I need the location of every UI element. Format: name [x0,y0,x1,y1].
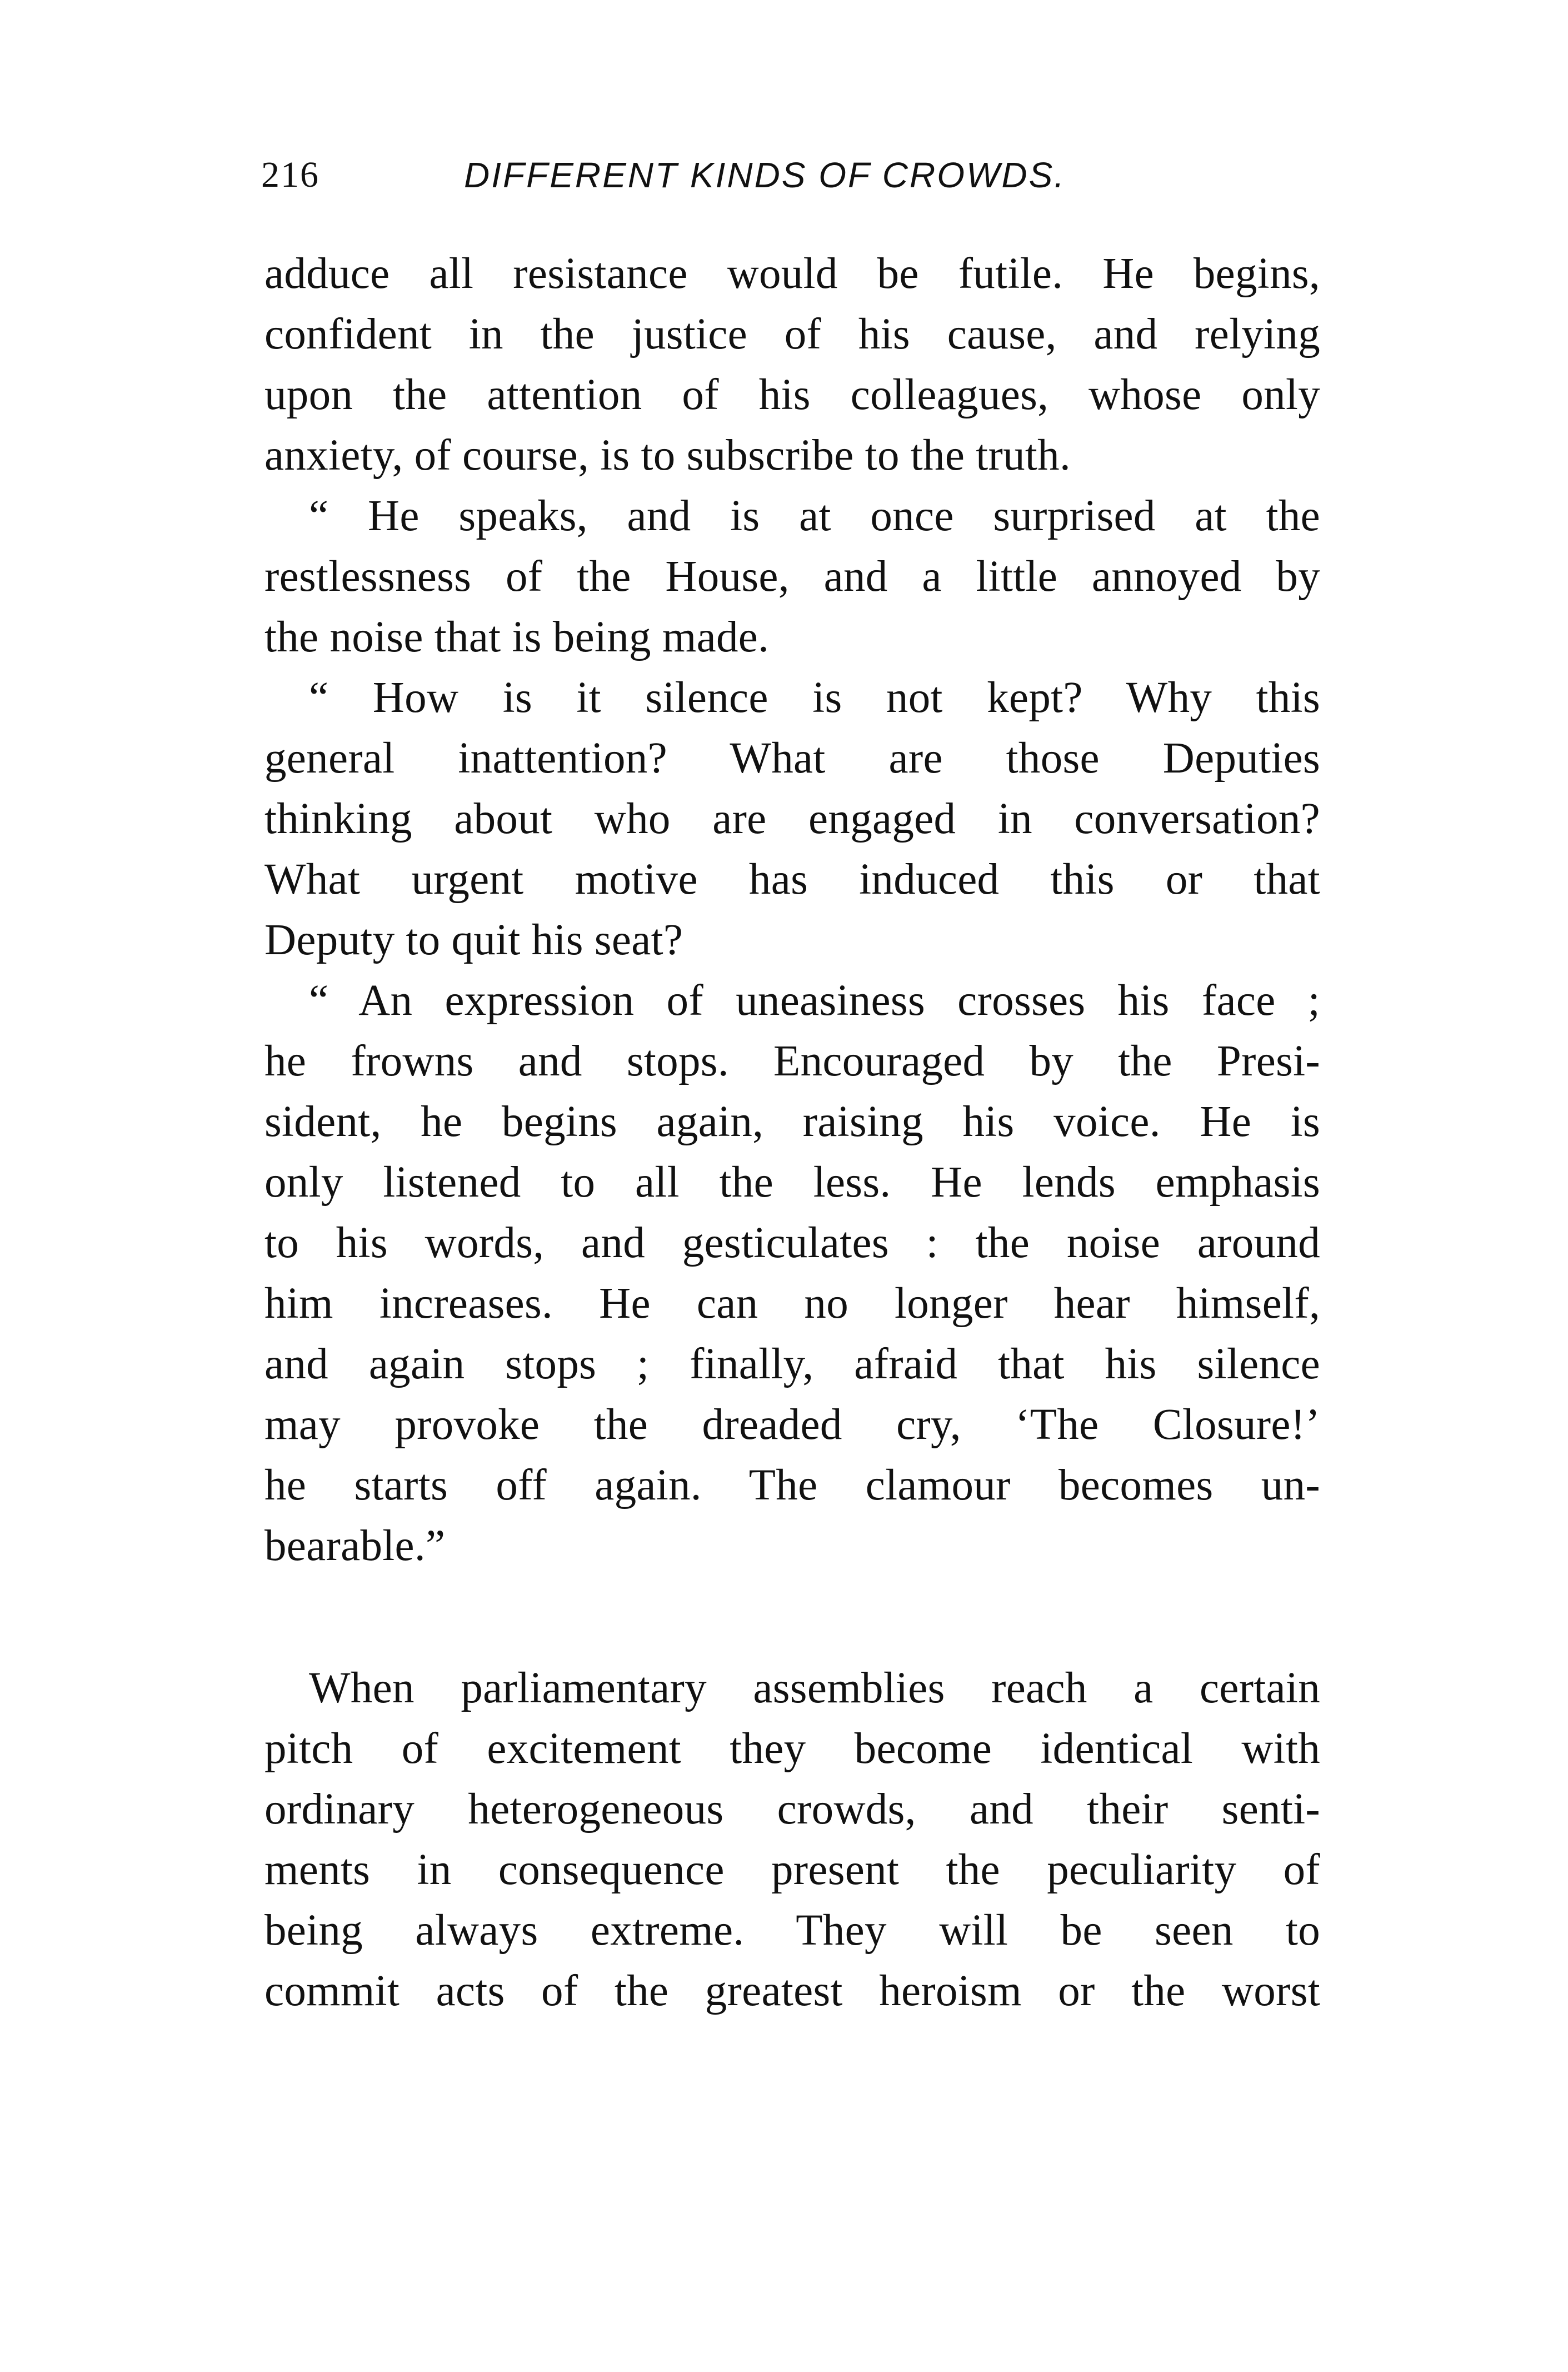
text-line: he frowns and stops. Encouraged by the Presi- [264,1037,1320,1085]
text-line: and again stops ; finally, afraid that his silence [264,1340,1320,1388]
text-line: pitch of excitement they become identical with [264,1725,1320,1773]
text-line: thinking about who are engaged in conversation? [264,795,1320,843]
text-line: anxiety, of course, is to subscribe to the truth. [264,431,1071,480]
page-number: 216 [261,155,319,195]
text-line: to his words, and gesticulates : the noise around [264,1219,1320,1267]
text-line: the noise that is being made. [264,613,770,661]
text-line: only listened to all the less. He lends emphasis [264,1158,1320,1207]
text-line: Deputy to quit his seat? [264,916,683,964]
text-line: “ He speaks, and is at once surprised at the [309,492,1320,540]
page-header [261,150,1317,200]
text-line: restlessness of the House, and a little annoyed by [264,552,1320,601]
text-line: sident, he begins again, raising his voice. He is [264,1098,1320,1146]
text-line: ordinary heterogeneous crowds, and their senti- [264,1785,1320,1833]
text-line: What urgent motive has induced this or that [264,855,1320,904]
text-line: may provoke the dreaded cry, ‘The Closure!’ [264,1401,1320,1449]
text-line: ments in consequence present the peculiarity of [264,1846,1320,1894]
text-line: bearable.” [264,1522,446,1570]
running-head: DIFFERENT KINDS OF CROWDS. [464,155,1066,195]
body-paragraph [264,1658,1320,2021]
text-line: commit acts of the greatest heroism or the worst [264,1967,1320,2015]
text-line: “ An expression of uneasiness crosses his face ; [309,976,1320,1025]
text-line: upon the attention of his colleagues, whose only [264,371,1320,419]
text-line: When parliamentary assemblies reach a certain [309,1664,1320,1712]
quoted-passage [264,243,1320,1576]
text-line: he starts off again. The clamour becomes un- [264,1461,1320,1509]
text-line: general inattention? What are those Deputies [264,734,1320,783]
text-line: adduce all resistance would be futile. He begins, [264,250,1320,298]
text-line: confident in the justice of his cause, and relying [264,310,1320,358]
text-line: him increases. He can no longer hear himself, [264,1279,1320,1328]
text-line: being always extreme. They will be seen to [264,1906,1320,1955]
text-line: “ How is it silence is not kept? Why this [309,674,1320,722]
